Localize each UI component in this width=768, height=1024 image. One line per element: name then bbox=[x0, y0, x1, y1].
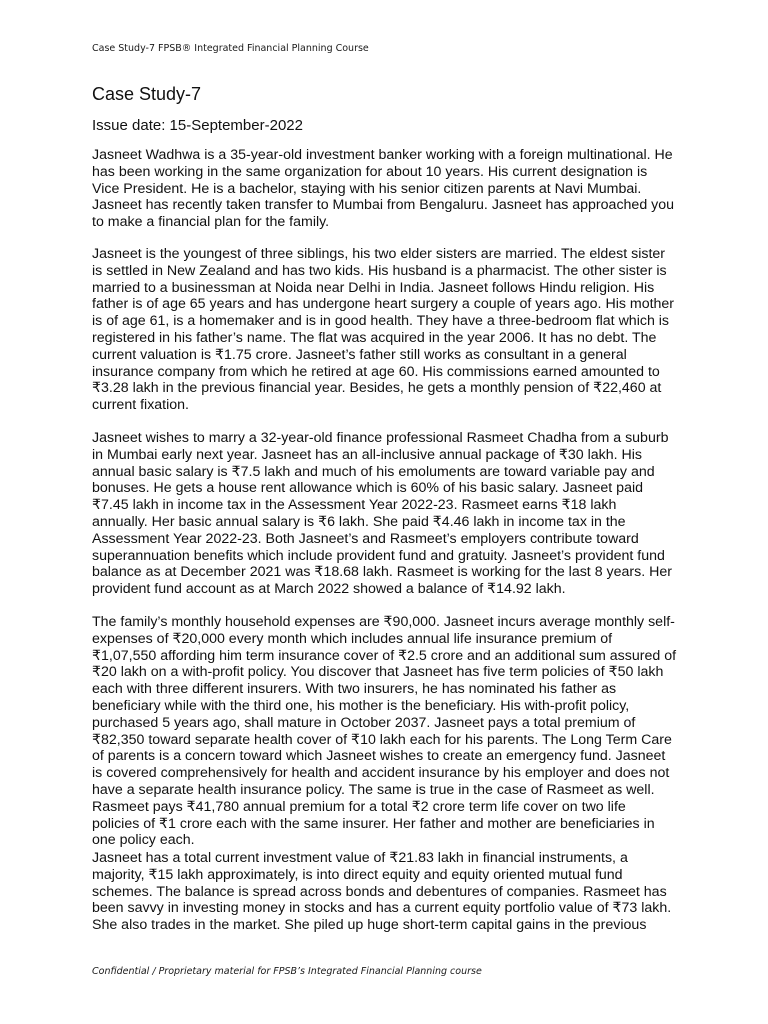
text-line: is covered comprehensively for health and accident insurance by his employer and does not bbox=[92, 765, 670, 782]
text-line: ₹82,350 toward separate health cover of ₹10 lakh each for his parents. The Long Term Care bbox=[92, 731, 672, 748]
text-line: superannuation benefits which include provident fund and gratuity. Jasneet’s provident fund bbox=[92, 547, 665, 564]
text-line: ₹1,07,550 affording him term insurance cover of ₹2.5 crore and an additional sum assured of bbox=[92, 647, 677, 664]
text-line: balance as at December 2021 was ₹18.68 lakh. Rasmeet is working for the last 8 years. Her bbox=[92, 564, 672, 581]
text-line: is of age 61, is a homemaker and is in good health. They have a three-bedroom flat which is bbox=[92, 313, 670, 330]
text-line: The family’s monthly household expenses are ₹90,000. Jasneet incurs average monthly self- bbox=[92, 614, 675, 630]
text-line: registered in his father’s name. The flat was acquired in the year 2006. It has no debt. The bbox=[92, 329, 657, 346]
text-line: father is of age 65 years and has undergone heart surgery a couple of years ago. His mother bbox=[92, 296, 675, 313]
paragraph-investments bbox=[92, 850, 692, 934]
text-line: ₹3.28 lakh in the previous financial year. Besides, he gets a monthly pension of ₹22,460 at bbox=[92, 380, 662, 397]
text-line: Assessment Year 2022-23. Both Jasneet’s and Rasmeet’s employers contribute toward bbox=[92, 530, 639, 547]
issue-date: Issue date: 15-September-2022 bbox=[92, 117, 303, 134]
text-line: annual basic salary is ₹7.5 lakh and much of his emoluments are toward variable pay and bbox=[92, 463, 655, 480]
text-line: beneficiary while with the third one, his mother is the beneficiary. His with-profit policy, bbox=[92, 697, 630, 714]
text-line: Rasmeet pays ₹41,780 annual premium for a total ₹2 crore term life cover on two life bbox=[92, 798, 626, 815]
document-title: Case Study-7 bbox=[92, 84, 202, 104]
text-line: purchased 5 years ago, shall mature in October 2037. Jasneet pays a total premium of bbox=[92, 714, 636, 731]
text-line: She also trades in the market. She piled up huge short-term capital gains in the previous bbox=[92, 917, 647, 934]
text-line: bonuses. He gets a house rent allowance which is 60% of his basic salary. Jasneet paid bbox=[92, 480, 643, 497]
text-line: Jasneet has a total current investment value of ₹21.83 lakh in financial instruments, a bbox=[92, 850, 628, 866]
text-line: current fixation. bbox=[92, 397, 189, 414]
running-header: Case Study-7 FPSB® Integrated Financial Planning Course bbox=[92, 43, 369, 54]
text-line: policies of ₹1 crore each with the same insurer. Her father and mother are beneficiaries in bbox=[92, 815, 655, 832]
text-line: has been working in the same organization for about 10 years. His current designation is bbox=[92, 163, 648, 180]
text-line: schemes. The balance is spread across bonds and debentures of companies. Rasmeet has bbox=[92, 883, 667, 900]
paragraph-family bbox=[92, 246, 692, 414]
text-line: each with three different insurers. With two insurers, he has nominated his father as bbox=[92, 681, 617, 698]
text-line: ₹7.45 lakh in income tax in the Assessment Year 2022-23. Rasmeet earns ₹18 lakh bbox=[92, 497, 617, 514]
text-line: annually. Her basic annual salary is ₹6 lakh. She paid ₹4.46 lakh in income tax in the bbox=[92, 513, 626, 530]
footer-confidential-note: Confidential / Proprietary material for FPSB’s Integrated Financial Planning course bbox=[92, 966, 482, 977]
text-line: is settled in New Zealand and has two kids. His husband is a pharmacist. The other sister is bbox=[92, 262, 667, 279]
text-line: Jasneet wishes to marry a 32-year-old finance professional Rasmeet Chadha from a suburb bbox=[92, 430, 669, 446]
text-line: Jasneet Wadhwa is a 35-year-old investment banker working with a foreign multinational. He bbox=[92, 147, 673, 163]
text-line: of parents is a concern toward which Jasneet wishes to create an emergency fund. Jasneet bbox=[92, 748, 666, 765]
text-line: expenses of ₹20,000 every month which includes annual life insurance premium of bbox=[92, 630, 613, 647]
text-line: to make a financial plan for the family. bbox=[92, 214, 330, 231]
text-line: been savvy in investing money in stocks and has a current equity portfolio value of ₹73 lakh. bbox=[92, 900, 672, 917]
paragraph-income bbox=[92, 430, 692, 598]
text-line: have a separate health insurance policy. The same is true in the case of Rasmeet as well. bbox=[92, 781, 655, 798]
paragraph-expenses-insurance bbox=[92, 614, 692, 849]
text-line: Jasneet has recently taken transfer to Mumbai from Bengaluru. Jasneet has approached you bbox=[92, 197, 675, 214]
paragraph-introduction bbox=[92, 147, 692, 231]
text-line: one policy each. bbox=[92, 832, 195, 849]
text-line: ₹20 lakh on a with-profit policy. You discover that Jasneet has five term policies of ₹50 lakh bbox=[92, 664, 664, 681]
text-line: insurance company from which he retired at age 60. His commissions earned amounted to bbox=[92, 363, 660, 380]
text-line: married to a businessman at Noida near Delhi in India. Jasneet follows Hindu religion. His bbox=[92, 279, 655, 296]
text-line: provident fund account as at March 2022 showed a balance of ₹14.92 lakh. bbox=[92, 581, 566, 598]
text-line: majority, ₹15 lakh approximately, is into direct equity and equity oriented mutual fund bbox=[92, 866, 623, 883]
text-line: current valuation is ₹1.75 crore. Jasneet’s father still works as consultant in a general bbox=[92, 346, 627, 363]
text-line: Jasneet is the youngest of three siblings, his two elder sisters are married. The eldest sister bbox=[92, 246, 666, 262]
text-line: Vice President. He is a bachelor, staying with his senior citizen parents at Navi Mumbai. bbox=[92, 180, 642, 197]
text-line: in Mumbai early next year. Jasneet has an all-inclusive annual package of ₹30 lakh. His bbox=[92, 446, 643, 463]
